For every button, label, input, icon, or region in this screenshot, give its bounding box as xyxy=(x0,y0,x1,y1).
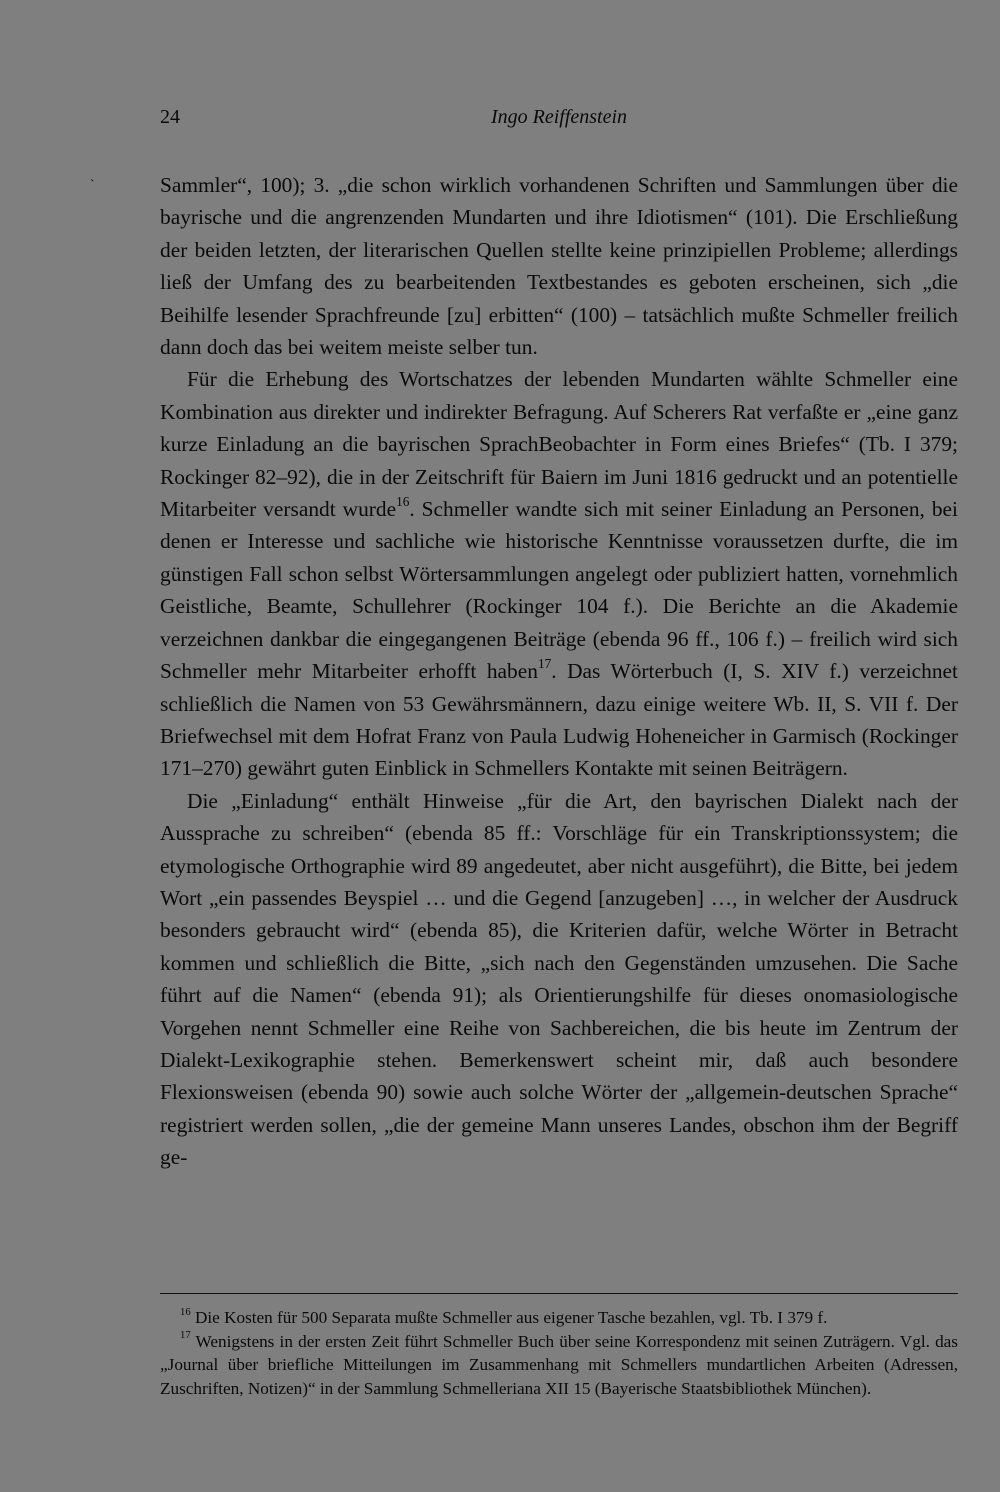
paragraph-text: . Das Wörterbuch (I, S. XIV f.) verzeichnet schließlich die Namen von 53 Gewährsmännern, dazu einige weitere Wb. II, S. VII f. Der Briefwechsel mit dem Hofrat Franz von Paula Ludwig Hoheneicher in Garmisch (Rockinger 171–270) gewährt guten Einblick in Schmellers Kontakte mit seinen Beiträgern. xyxy=(160,659,958,781)
page-number: 24 xyxy=(160,106,180,128)
paragraph xyxy=(160,785,958,1174)
footnote-number: 17 xyxy=(180,1330,191,1342)
running-head: Ingo Reiffenstein xyxy=(490,106,628,128)
margin-mark: ` xyxy=(90,178,95,193)
paragraph-text: Sammler“, 100); 3. „die schon wirklich vorhandenen Schriften und Sammlungen über die bayrische und die angrenzenden Mundarten und ihre Idiotismen“ (101). Die Erschließung der beiden letzten, der literarischen Quellen stellte keine prinzipiellen Probleme; allerdings ließ der Umfang des zu bearbeitenden Textbestandes es geboten erscheinen, sich „die Beihilfe lesender Sprachfreunde [zu] erbitten“ (100) – tatsächlich mußte Schmeller freilich dann doch das bei weitem meiste selber tun. xyxy=(160,173,958,360)
body-text xyxy=(160,169,958,1174)
paragraph xyxy=(160,363,958,784)
paragraph-text: . Schmeller wandte sich mit seiner Einladung an Personen, bei denen er Interesse und sachliche wie historische Kenntnisse voraussetzen durfte, die im günstigen Fall schon selbst Wörtersammlungen angelegt oder publiziert hatten, vornehmlich Geistliche, Beamte, Schullehrer (Rockinger 104 f.). Die Berichte an die Akademie verzeichnen dankbar die eingegangenen Beiträge (ebenda 96 ff., 106 f.) – freilich wird sich Schmeller mehr Mitarbeiter erhofft haben xyxy=(160,497,958,684)
footnote-text: Wenigstens in der ersten Zeit führt Schmeller Buch über seine Korrespondenz mit seinen Zuträgern. Vgl. das „Journal über briefliche Mitteilungen im Zusammenhang mit Schmellers mundartlichen Arbeiten (Adressen, Zuschriften, Notizen)“ in der Sammlung Schmelleriana XII 15 (Bayerische Staatsbibliothek München). xyxy=(160,1331,958,1398)
footnote-number: 16 xyxy=(180,1306,191,1318)
footnote xyxy=(160,1330,958,1401)
paragraph-text: Die „Einladung“ enthält Hinweise „für die Art, den bayrischen Dialekt nach der Aussprache zu schreiben“ (ebenda 85 ff.: Vorschläge für ein Transkriptionssystem; die etymologische Orthographie wird 89 angedeutet, aber nicht ausgeführt), die Bitte, bei jedem Wort „ein passendes Beyspiel … und die Gegend [anzugeben] …, in welcher der Ausdruck besonders gebraucht wird“ (ebenda 85), die Kriterien dafür, welche Wörter in Betracht kommen und schließlich die Bitte, „sich nach den Gegenständen umzusehen. Die Sache führt auf die Namen“ (ebenda 91); als Orientierungshilfe für dieses onomasiologische Vorgehen nennt Schmeller eine Reihe von Sachbereichen, die bis heute im Zentrum der Dialekt-Lexikographie stehen. Bemerkenswert scheint mir, daß auch besondere Flexionsweisen (ebenda 90) sowie auch solche Wörter der „allgemein-deutschen Sprache“ registriert werden sollen, „die der gemeine Mann unseres Landes, obschon ihm der Begriff ge- xyxy=(160,788,958,1170)
paragraph-text: Für die Erhebung des Wortschatzes der lebenden Mundarten wählte Schmeller eine Kombination aus direkter und indirekter Befragung. Auf Scherers Rat verfaßte er „eine ganz kurze Einladung an die bayrischen SprachBeobachter in Form eines Briefes“ (Tb. I 379; Rockinger 82–92), die in der Zeitschrift für Baiern im Juni 1816 gedruckt und an potentielle Mitarbeiter versandt wurde xyxy=(160,367,958,522)
footnote-reference: 16 xyxy=(396,493,410,509)
paragraph xyxy=(160,169,958,363)
footnote-text: Die Kosten für 500 Separata mußte Schmeller aus eigener Tasche bezahlen, vgl. Tb. I 379 f. xyxy=(194,1308,828,1327)
footnote xyxy=(160,1306,958,1330)
footnote-rule xyxy=(160,1293,958,1294)
footnote-reference: 17 xyxy=(537,655,552,671)
page-header xyxy=(160,106,958,136)
footnotes xyxy=(160,1306,958,1400)
